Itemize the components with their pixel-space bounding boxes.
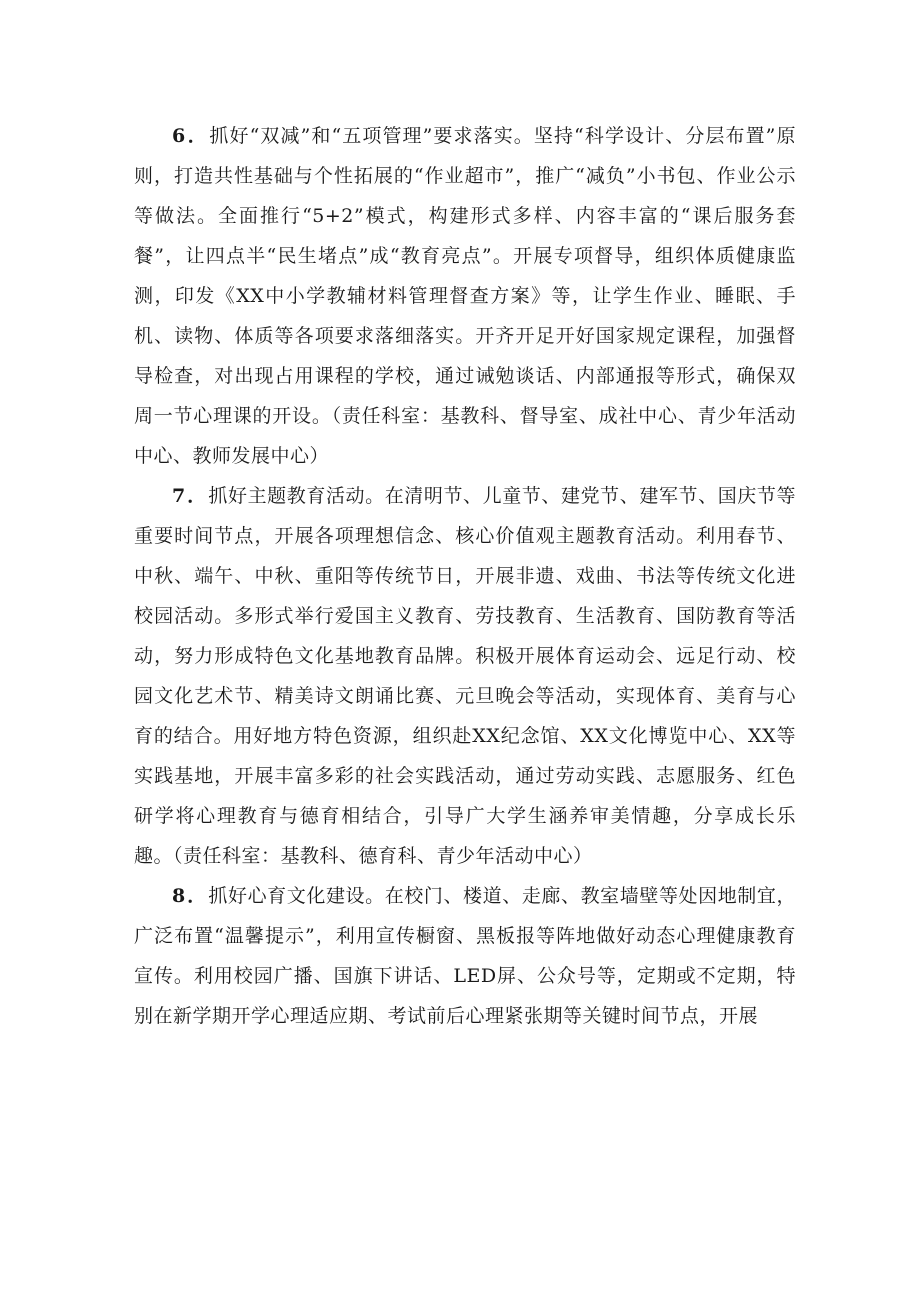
paragraph-7 bbox=[134, 476, 796, 876]
document-body bbox=[134, 116, 796, 1036]
paragraph-number: 7． bbox=[172, 485, 209, 507]
paragraph-text: 抓好心育文化建设。在校门、楼道、走廊、教室墙壁等处因地制宜，广泛布置“温馨提示”，利用宣传橱窗、黑板报等阵地做好动态心理健康教育宣传。利用校园广播、国旗下讲话、LED屏、公众号等，定期或不定期，特别在新学期开学心理适应期、考试前后心理紧张期等关键时间节点，开展 bbox=[134, 885, 796, 1027]
paragraph-number: 8． bbox=[172, 885, 209, 907]
paragraph-text: 抓好“双减”和“五项管理”要求落实。坚持“科学设计、分层布置”原则，打造共性基础与个性拓展的“作业超市”，推广“减负”小书包、作业公示等做法。全面推行“5+2”模式，构建形式多样、内容丰富的“课后服务套餐”，让四点半“民生堵点”成“教育亮点”。开展专项督导，组织体质健康监测，印发《XX中小学教辅材料管理督查方案》等，让学生作业、睡眠、手机、读物、体质等各项要求落细落实。开齐开足开好国家规定课程，加强督导检查，对出现占用课程的学校，通过诫勉谈话、内部通报等形式，确保双周一节心理课的开设。（责任科室：基教科、督导室、成社中心、青少年活动中心、教师发展中心） bbox=[134, 125, 796, 467]
paragraph-number: 6． bbox=[172, 125, 210, 147]
paragraph-8 bbox=[134, 876, 796, 1036]
paragraph-6 bbox=[134, 116, 796, 476]
paragraph-text: 抓好主题教育活动。在清明节、儿童节、建党节、建军节、国庆节等重要时间节点，开展各项理想信念、核心价值观主题教育活动。利用春节、中秋、端午、中秋、重阳等传统节日，开展非遗、戏曲、书法等传统文化进校园活动。多形式举行爱国主义教育、劳技教育、生活教育、国防教育等活动，努力形成特色文化基地教育品牌。积极开展体育运动会、远足行动、校园文化艺术节、精美诗文朗诵比赛、元旦晚会等活动，实现体育、美育与心育的结合。用好地方特色资源，组织赴XX纪念馆、XX文化博览中心、XX等实践基地，开展丰富多彩的社会实践活动，通过劳动实践、志愿服务、红色研学将心理教育与德育相结合，引导广大学生涵养审美情趣，分享成长乐趣。（责任科室：基教科、德育科、青少年活动中心） bbox=[134, 485, 796, 867]
